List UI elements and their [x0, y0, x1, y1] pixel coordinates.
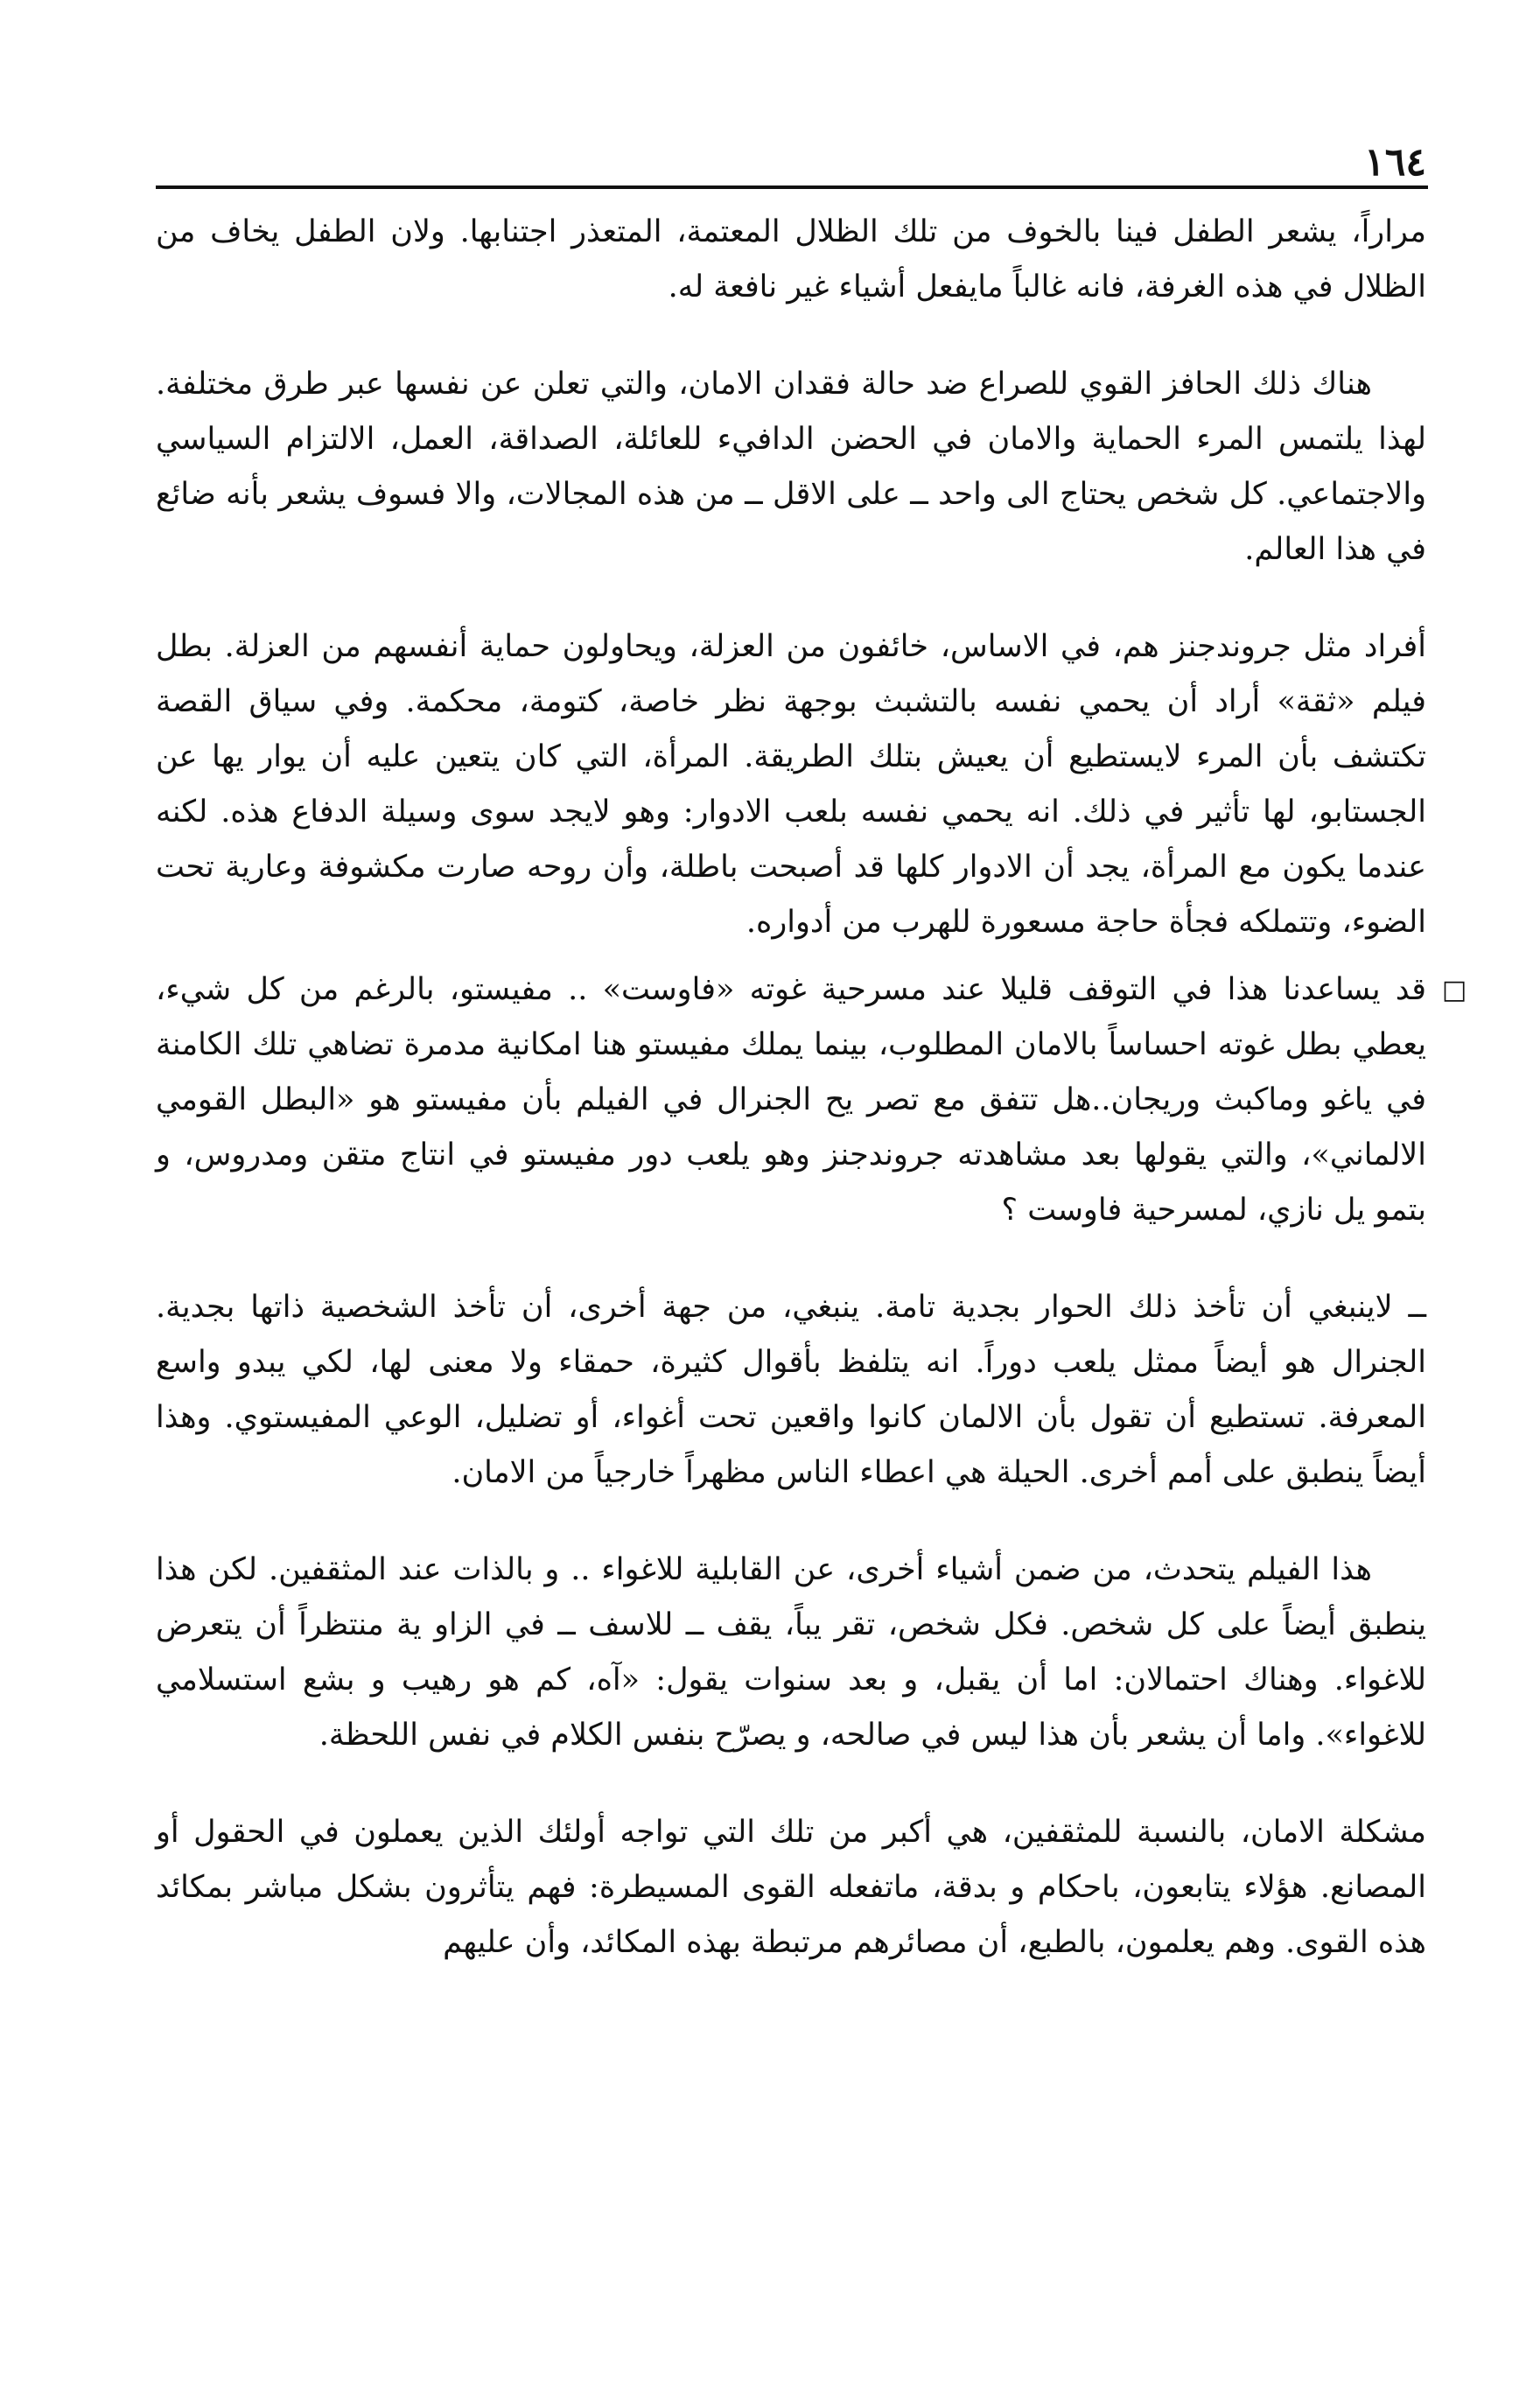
- square-bullet-icon: □: [1441, 975, 1467, 1005]
- paragraph-1: مراراً، يشعر الطفل فينا بالخوف من تلك الظلال المعتمة، المتعذر اجتنابها. ولان الطفل يخاف من الظلال في هذه الغرفة، فانه غالباً مايفعل أشياء غير نافعة له.: [156, 214, 1426, 304]
- paragraph-3: أفراد مثل جروندجنز هم، في الاساس، خائفون من العزلة، ويحاولون حماية أنفسهم من العزلة. بطل فيلم «ثقة» أراد أن يحمي نفسه بالتشبث بوجهة نظر خاصة، كتومة، محكمة. وفي سياق القصة تكتشف بأن المرء لايستطيع أن يعيش بتلك الطريقة. المرأة، التي كان يتعين عليه أن يوار يها عن الجستابو، لها تأثير في ذلك. انه يحمي نفسه بلعب الادوار: وهو لايجد سوى وسيلة الدفاع هذه. لكنه عندما يكون مع المرأة، يجد أن الادوار كلها قد أصبحت باطلة، وأن روحه صارت مكشوفة وعارية تحت الضوء، وتتملكه فجأة حاجة مسعورة للهرب من أدواره.: [156, 629, 1426, 940]
- header-rule: [156, 186, 1428, 189]
- paragraph-7: مشكلة الامان، بالنسبة للمثقفين، هي أكبر من تلك التي تواجه أولئك الذين يعملون في الحقول أو المصانع. هؤلاء يتابعون، باحكام و بدقة، ماتفعله القوى المسيطرة: فهم يتأثرون بشكل مباشر بمكائد هذه القوى. وهم يعلمون، بالطبع، أن مصائرهم مرتبطة بهذه المكائد، وأن عليهم: [156, 1815, 1426, 1960]
- page-number: ١٦٤: [1364, 140, 1426, 185]
- question-block: [156, 962, 1467, 1238]
- page-body: [156, 205, 1467, 1970]
- paragraph-2: هناك ذلك الحافز القوي للصراع ضد حالة فقدان الامان، والتي تعلن عن نفسها عبر طرق مختلفة. لهذا يلتمس المرء الحماية والامان في الحضن الدافيء للعائلة، الصداقة، العمل، الالتزام السياسي والاجتماعي. كل شخص يحتاج الى واحد ــ على الاقل ــ من هذه المجالات، والا فسوف يشعر بأنه ضائع في هذا العالم.: [156, 367, 1426, 567]
- paragraph-6: هذا الفيلم يتحدث، من ضمن أشياء أخرى، عن القابلية للاغواء .. و بالذات عند المثقفين. لكن هذا ينطبق أيضاً على كل شخص. فكل شخص، تقر يباً، يقف ــ للاسف ــ في الزاو ية منتظراً أن يتعرض للاغواء. وهناك احتمالان: اما أن يقبل، و بعد سنوات يقول: «آه، كم هو رهيب و بشع استسلامي للاغواء». واما أن يشعر بأن هذا ليس في صالحه، و يصرّح بنفس الكلام في نفس اللحظة.: [156, 1552, 1426, 1753]
- paragraph-5: ــ لاينبغي أن تأخذ ذلك الحوار بجدية تامة. ينبغي، من جهة أخرى، أن تأخذ الشخصية ذاتها بجدية. الجنرال هو أيضاً ممثل يلعب دوراً. انه يتلفظ بأقوال كثيرة، حمقاء ولا معنى لها، لكي يبدو واسع المعرفة. تستطيع أن تقول بأن الالمان كانوا واقعين تحت أغواء، أو تضليل، الوعي المفيستوي. وهذا أيضاً ينطبق على أمم أخرى. الحيلة هي اعطاء الناس مظهراً خارجياً من الامان.: [156, 1290, 1426, 1490]
- paragraph-4: قد يساعدنا هذا في التوقف قليلا عند مسرحية غوته «فاوست» .. مفيستو، بالرغم من كل شيء، يعطي بطل غوته احساساً بالامان المطلوب، بينما يملك مفيستو هنا امكانية مدمرة تضاهي تلك الكامنة في ياغو وماكبث وريجان..هل تتفق مع تصر يح الجنرال في الفيلم بأن مفيستو هو «البطل القومي الالماني»، والتي يقولها بعد مشاهدته جروندجنز وهو يلعب دور مفيستو في انتاج متقن ومدروس، و بتمو يل نازي، لمسرحية فاوست ؟: [156, 972, 1426, 1228]
